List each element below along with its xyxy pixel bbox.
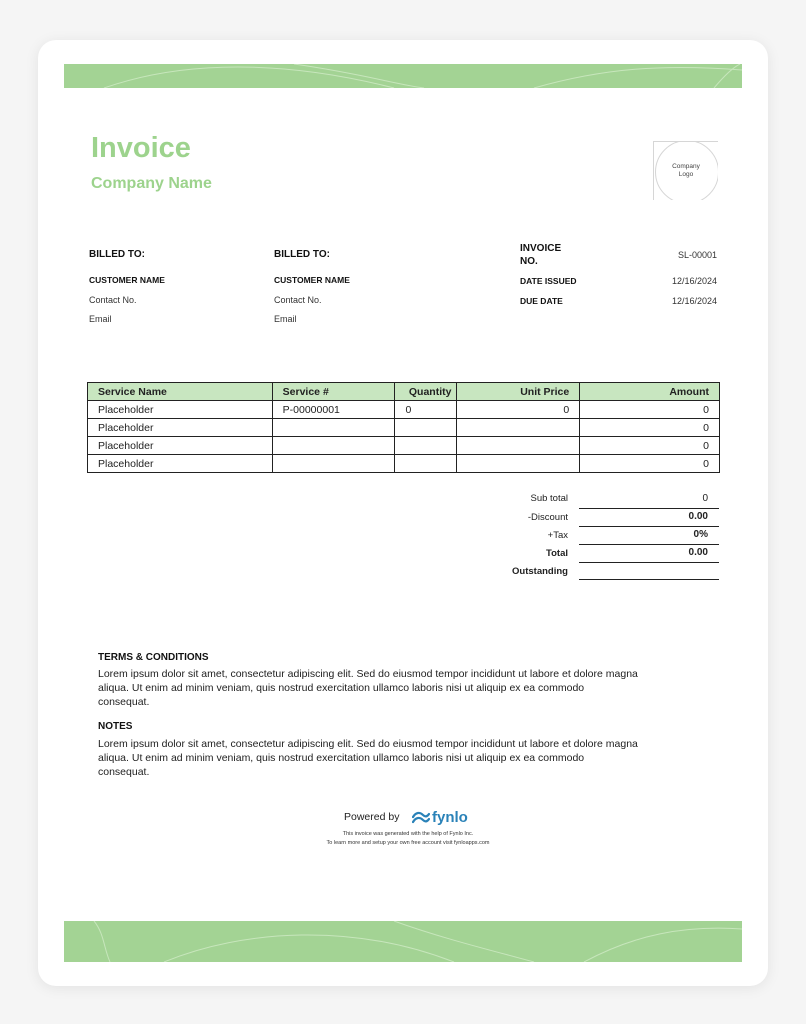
bottom-decorative-band (64, 921, 742, 962)
invoice-no-value: SL-00001 (677, 250, 717, 260)
col-header-quantity: Quantity (395, 383, 457, 401)
cell-service-name: Placeholder (88, 419, 273, 437)
invoice-no-label (520, 242, 561, 268)
cell-service-name: Placeholder (88, 437, 273, 455)
cell-quantity (395, 455, 457, 473)
cell-unit-price (457, 419, 580, 437)
outstanding-label: Outstanding (512, 566, 568, 577)
col-header-service-number: Service # (272, 383, 395, 401)
logo-text-line1: Company (672, 163, 700, 170)
cell-quantity (395, 419, 457, 437)
discount-value: 0.00 (688, 511, 708, 522)
totals-divider (579, 526, 719, 527)
date-issued-label: DATE ISSUED (520, 276, 577, 286)
invoice-title: Invoice (91, 132, 191, 164)
cell-amount: 0 (580, 455, 720, 473)
subtotal-value: 0 (702, 493, 708, 504)
due-date-label: DUE DATE (520, 296, 563, 306)
powered-by-text: Powered by (344, 811, 400, 823)
due-date-value: 12/16/2024 (671, 296, 717, 306)
contact-no-1: Contact No. (89, 295, 137, 305)
customer-name-2: CUSTOMER NAME (274, 275, 350, 285)
table-row (88, 419, 720, 437)
email-2: Email (274, 314, 297, 324)
discount-label: -Discount (527, 512, 568, 523)
company-name: Company Name (91, 175, 212, 192)
table-row (88, 401, 720, 419)
subtotal-label: Sub total (530, 493, 568, 504)
cell-service-number: P-00000001 (272, 401, 395, 419)
totals-divider (579, 508, 719, 509)
billed-to-label-2: BILLED TO: (274, 249, 330, 260)
total-value: 0.00 (688, 547, 708, 558)
invoice-no-label-line1: INVOICE (520, 243, 562, 254)
totals-divider (579, 562, 719, 563)
customer-name-1: CUSTOMER NAME (89, 275, 165, 285)
cell-service-number (272, 455, 395, 473)
totals-divider (579, 579, 719, 580)
notes-body: Lorem ipsum dolor sit amet, consectetur adipiscing elit. Sed do eiusmod tempor incididunt ut labore et dolore magna aliqua. Ut enim ad minim veniam, quis nostrud exercitation ullamco laboris nisi ut aliquip ex ea commodo consequat. (98, 738, 638, 778)
company-logo-placeholder (653, 141, 718, 200)
terms-heading: TERMS & CONDITIONS (98, 652, 209, 663)
table-row (88, 455, 720, 473)
cell-service-number (272, 419, 395, 437)
fynlo-wave-icon (412, 811, 430, 825)
email-1: Email (89, 314, 112, 324)
cell-amount: 0 (580, 401, 720, 419)
tax-value: 0% (693, 529, 708, 540)
cell-quantity: 0 (395, 401, 457, 419)
footer-line-2: To learn more and setup your own free account visit fynloapps.com (326, 840, 490, 846)
col-header-unit-price: Unit Price (457, 383, 580, 401)
cell-unit-price (457, 455, 580, 473)
totals-divider (579, 544, 719, 545)
cell-service-name: Placeholder (88, 401, 273, 419)
logo-text-line2: Logo (678, 171, 694, 178)
date-issued-value: 12/16/2024 (671, 276, 717, 286)
terms-body: Lorem ipsum dolor sit amet, consectetur adipiscing elit. Sed do eiusmod tempor incididunt ut labore et dolore magna aliqua. Ut enim ad minim veniam, quis nostrud exercitation ullamco laboris nisi ut aliquip ex ea commodo consequat. (98, 668, 638, 708)
notes-heading: NOTES (98, 721, 133, 732)
billed-to-label-1: BILLED TO: (89, 249, 145, 260)
col-header-amount: Amount (580, 383, 720, 401)
cell-quantity (395, 437, 457, 455)
col-header-service-name: Service Name (88, 383, 273, 401)
cell-amount: 0 (580, 437, 720, 455)
table-row (88, 437, 720, 455)
tax-label: +Tax (547, 530, 568, 541)
cell-amount: 0 (580, 419, 720, 437)
cell-unit-price: 0 (457, 401, 580, 419)
table-header-row (88, 383, 720, 401)
cell-unit-price (457, 437, 580, 455)
footer-line-1: This invoice was generated with the help of Fynlo Inc. (342, 831, 474, 837)
fynlo-brand[interactable]: fynlo (432, 809, 468, 826)
total-label: Total (546, 548, 568, 559)
top-decorative-band (64, 64, 742, 88)
cell-service-number (272, 437, 395, 455)
contact-no-2: Contact No. (274, 295, 322, 305)
cell-service-name: Placeholder (88, 455, 273, 473)
invoice-no-label-line2: NO. (520, 256, 538, 267)
invoice-card (38, 40, 768, 986)
line-items-table (87, 382, 720, 473)
